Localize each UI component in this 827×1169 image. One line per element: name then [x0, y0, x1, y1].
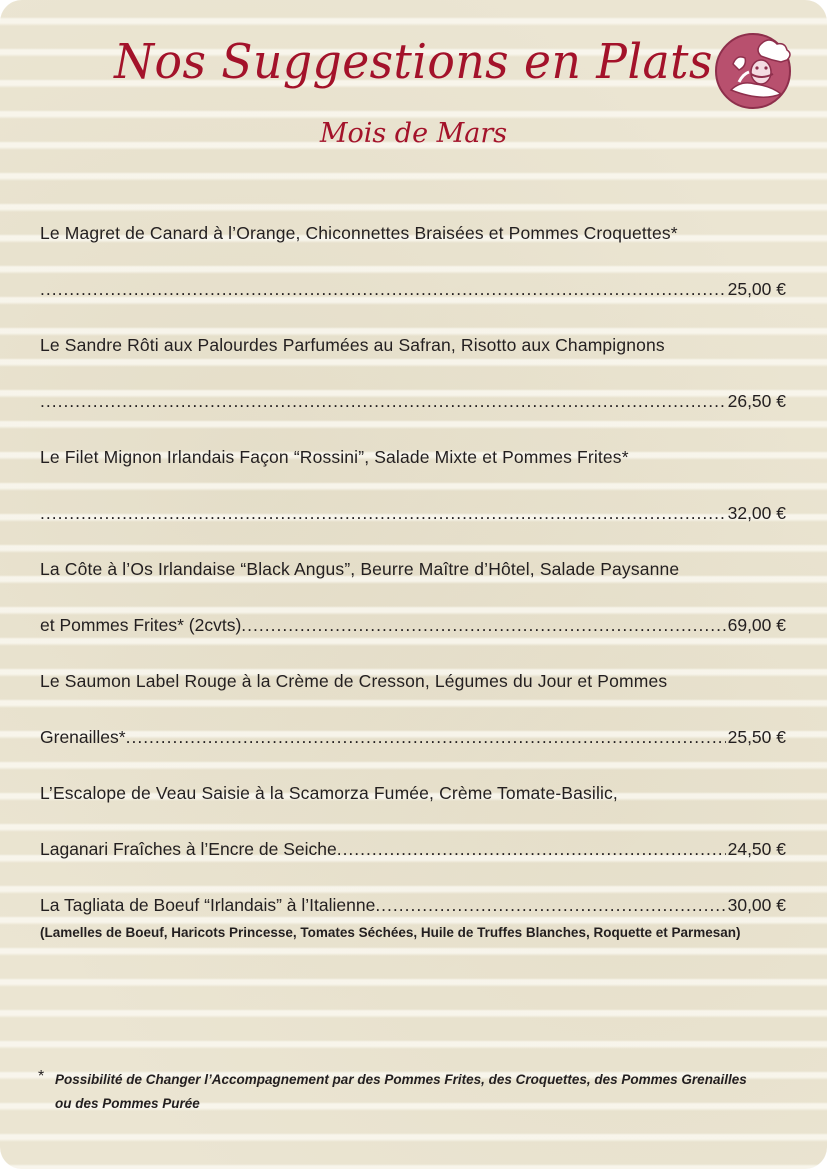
leader-dots [40, 499, 726, 527]
dish-description: Le Magret de Canard à l’Orange, Chiconnettes Braisées et Pommes Croquettes* [40, 223, 678, 243]
dish-price: 32,00 € [727, 503, 786, 523]
page-title: Nos Suggestions en Plats [114, 34, 713, 90]
dish-item [40, 779, 786, 863]
dish-description: L’Escalope de Veau Saisie à la Scamorza Fumée, Crème Tomate-Basilic, [40, 783, 618, 803]
dish-price-row [40, 611, 786, 639]
leader-dots [241, 611, 725, 639]
dish-item [40, 331, 786, 415]
footnote-line-2: ou des Pommes Purée [55, 1096, 200, 1111]
dish-price: 25,50 € [727, 727, 786, 747]
dish-price-row [40, 723, 786, 751]
dish-description: Le Sandre Rôti aux Palourdes Parfumées au Safran, Risotto aux Champignons [40, 335, 665, 355]
dish-description: La Tagliata de Boeuf “Irlandais” à l’Italienne [40, 895, 376, 915]
dish-price: 26,50 € [727, 391, 786, 411]
leader-dots [40, 275, 726, 303]
dish-item [40, 443, 786, 527]
dish-price-row [40, 387, 786, 415]
dish-item [40, 667, 786, 751]
dish-price: 25,00 € [727, 279, 786, 299]
dish-price: 30,00 € [727, 895, 786, 915]
leader-dots [40, 387, 726, 415]
dish-price: 24,50 € [727, 839, 786, 859]
page-subtitle: Mois de Mars [319, 118, 508, 149]
dish-description: Le Saumon Label Rouge à la Crème de Cresson, Légumes du Jour et Pommes [40, 671, 668, 691]
dish-list [40, 219, 786, 945]
dish-item [40, 219, 786, 303]
leader-dots [126, 723, 726, 751]
dish-note: (Lamelles de Boeuf, Haricots Princesse, Tomates Séchées, Huile de Truffes Blanches, Roquette et Parmesan) [40, 925, 741, 940]
footnote-star: * [38, 1068, 45, 1085]
dish-price: 69,00 € [727, 615, 786, 635]
dish-description-end: et Pommes Frites* (2cvts) [40, 615, 242, 635]
chef-logo-icon [709, 30, 799, 110]
dish-description: La Côte à l’Os Irlandaise “Black Angus”, Beurre Maître d’Hôtel, Salade Paysanne [40, 559, 680, 579]
dish-price-row [40, 891, 786, 919]
leader-dots [375, 891, 725, 919]
dish-price-row [40, 275, 786, 303]
dish-description-end: Grenailles* [40, 727, 126, 747]
dish-item [40, 555, 786, 639]
footnote-line-1: Possibilité de Changer l’Accompagnement par des Pommes Frites, des Croquettes, des Pommes Grenailles [55, 1072, 747, 1087]
dish-price-row [40, 499, 786, 527]
dish-description-end: Laganari Fraîches à l’Encre de Seiche [40, 839, 337, 859]
leader-dots [337, 835, 726, 863]
dish-price-row [40, 835, 786, 863]
dish-item [40, 891, 786, 945]
footnote [38, 1068, 790, 1116]
dish-description: Le Filet Mignon Irlandais Façon “Rossini”, Salade Mixte et Pommes Frites* [40, 447, 629, 467]
